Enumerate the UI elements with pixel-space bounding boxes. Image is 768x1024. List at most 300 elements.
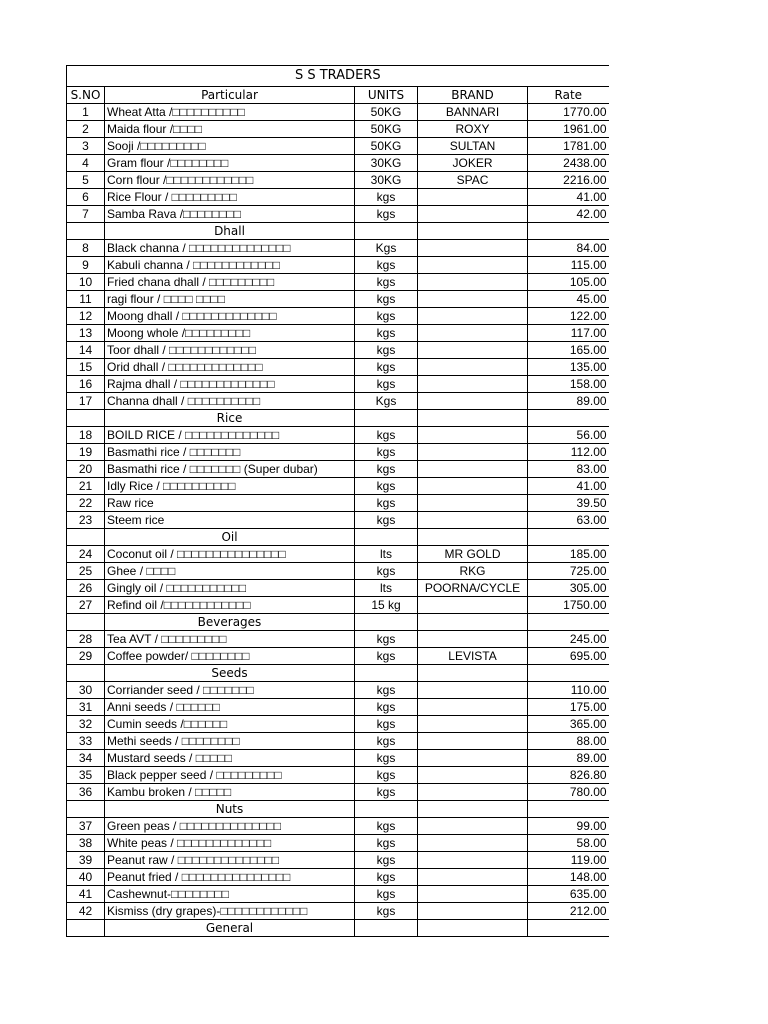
table-row — [67, 121, 609, 138]
cell-brand — [418, 342, 528, 359]
header-sno: S.NO — [67, 87, 105, 104]
cell-particular: Cashewnut-□□□□□□□□ — [105, 886, 355, 903]
cell-particular: Anni seeds / □□□□□□ — [105, 699, 355, 716]
section-sno-cell — [67, 920, 105, 937]
cell-particular: Raw rice — [105, 495, 355, 512]
cell-brand — [418, 427, 528, 444]
cell-particular: Black pepper seed / □□□□□□□□□ — [105, 767, 355, 784]
cell-brand: MR GOLD — [418, 546, 528, 563]
cell-units: lts — [355, 546, 418, 563]
section-label: General — [105, 920, 355, 937]
cell-rate: 780.00 — [528, 784, 609, 801]
cell-particular: Moong whole /□□□□□□□□□ — [105, 325, 355, 342]
cell-brand — [418, 274, 528, 291]
cell-rate: 165.00 — [528, 342, 609, 359]
section-row — [67, 410, 609, 427]
table-row — [67, 546, 609, 563]
cell-particular: Mustard seeds / □□□□□ — [105, 750, 355, 767]
cell-units: kgs — [355, 784, 418, 801]
cell-particular: Fried chana dhall / □□□□□□□□□ — [105, 274, 355, 291]
cell-rate: 245.00 — [528, 631, 609, 648]
table-row — [67, 733, 609, 750]
cell-rate: 305.00 — [528, 580, 609, 597]
cell-sno: 29 — [67, 648, 105, 665]
cell-brand — [418, 597, 528, 614]
cell-sno: 41 — [67, 886, 105, 903]
cell-sno: 11 — [67, 291, 105, 308]
cell-units: kgs — [355, 359, 418, 376]
cell-sno: 6 — [67, 189, 105, 206]
cell-particular: Green peas / □□□□□□□□□□□□□□ — [105, 818, 355, 835]
cell-sno: 40 — [67, 869, 105, 886]
cell-brand — [418, 869, 528, 886]
cell-sno: 36 — [67, 784, 105, 801]
cell-brand: JOKER — [418, 155, 528, 172]
section-brand-cell — [418, 223, 528, 240]
section-units-cell — [355, 529, 418, 546]
section-units-cell — [355, 665, 418, 682]
table-row — [67, 835, 609, 852]
cell-particular: Coffee powder/ □□□□□□□□ — [105, 648, 355, 665]
cell-particular: Corn flour /□□□□□□□□□□□□ — [105, 172, 355, 189]
section-units-cell — [355, 614, 418, 631]
cell-units: kgs — [355, 257, 418, 274]
cell-sno: 7 — [67, 206, 105, 223]
cell-particular: Peanut fried / □□□□□□□□□□□□□□□ — [105, 869, 355, 886]
cell-sno: 39 — [67, 852, 105, 869]
cell-rate: 63.00 — [528, 512, 609, 529]
section-row — [67, 665, 609, 682]
cell-rate: 158.00 — [528, 376, 609, 393]
cell-brand: POORNA/CYCLE — [418, 580, 528, 597]
cell-brand — [418, 325, 528, 342]
cell-sno: 13 — [67, 325, 105, 342]
cell-units: 50KG — [355, 104, 418, 121]
cell-sno: 2 — [67, 121, 105, 138]
cell-brand — [418, 631, 528, 648]
cell-units: kgs — [355, 852, 418, 869]
cell-rate: 41.00 — [528, 478, 609, 495]
table-row — [67, 359, 609, 376]
cell-units: kgs — [355, 427, 418, 444]
cell-rate: 175.00 — [528, 699, 609, 716]
cell-sno: 12 — [67, 308, 105, 325]
cell-brand — [418, 886, 528, 903]
cell-particular: Idly Rice / □□□□□□□□□□ — [105, 478, 355, 495]
cell-rate: 56.00 — [528, 427, 609, 444]
cell-rate: 1781.00 — [528, 138, 609, 155]
cell-particular: Maida flour /□□□□ — [105, 121, 355, 138]
cell-particular: Samba Rava /□□□□□□□□ — [105, 206, 355, 223]
table-row — [67, 393, 609, 410]
cell-sno: 17 — [67, 393, 105, 410]
cell-sno: 1 — [67, 104, 105, 121]
cell-units: lts — [355, 580, 418, 597]
cell-brand — [418, 495, 528, 512]
cell-units: kgs — [355, 376, 418, 393]
cell-sno: 4 — [67, 155, 105, 172]
table-row — [67, 631, 609, 648]
cell-brand — [418, 903, 528, 920]
cell-rate: 39.50 — [528, 495, 609, 512]
cell-brand — [418, 189, 528, 206]
section-row — [67, 614, 609, 631]
section-label: Dhall — [105, 223, 355, 240]
cell-sno: 27 — [67, 597, 105, 614]
cell-brand — [418, 512, 528, 529]
table-row — [67, 138, 609, 155]
section-label: Rice — [105, 410, 355, 427]
cell-rate: 42.00 — [528, 206, 609, 223]
section-sno-cell — [67, 529, 105, 546]
cell-brand — [418, 461, 528, 478]
header-units: UNITS — [355, 87, 418, 104]
cell-units: 30KG — [355, 155, 418, 172]
cell-rate: 185.00 — [528, 546, 609, 563]
cell-brand: LEVISTA — [418, 648, 528, 665]
cell-units: kgs — [355, 682, 418, 699]
cell-units: kgs — [355, 495, 418, 512]
cell-sno: 35 — [67, 767, 105, 784]
table-row — [67, 767, 609, 784]
table-row — [67, 291, 609, 308]
cell-sno: 5 — [67, 172, 105, 189]
cell-units: kgs — [355, 733, 418, 750]
cell-rate: 725.00 — [528, 563, 609, 580]
table-row — [67, 274, 609, 291]
cell-particular: White peas / □□□□□□□□□□□□□ — [105, 835, 355, 852]
cell-sno: 3 — [67, 138, 105, 155]
table-row — [67, 699, 609, 716]
cell-rate: 45.00 — [528, 291, 609, 308]
table-row — [67, 580, 609, 597]
cell-rate: 89.00 — [528, 393, 609, 410]
price-list-sheet — [66, 65, 608, 937]
section-label: Oil — [105, 529, 355, 546]
table-row — [67, 495, 609, 512]
table-row — [67, 342, 609, 359]
cell-units: kgs — [355, 325, 418, 342]
cell-units: kgs — [355, 478, 418, 495]
header-brand: BRAND — [418, 87, 528, 104]
cell-units: kgs — [355, 563, 418, 580]
cell-rate: 84.00 — [528, 240, 609, 257]
cell-sno: 32 — [67, 716, 105, 733]
cell-units: kgs — [355, 903, 418, 920]
table-row — [67, 818, 609, 835]
cell-particular: Methi seeds / □□□□□□□□ — [105, 733, 355, 750]
cell-particular: BOILD RICE / □□□□□□□□□□□□□ — [105, 427, 355, 444]
cell-rate: 635.00 — [528, 886, 609, 903]
cell-units: kgs — [355, 461, 418, 478]
cell-particular: Refind oil /□□□□□□□□□□□□ — [105, 597, 355, 614]
cell-brand: BANNARI — [418, 104, 528, 121]
header-row — [67, 87, 609, 104]
table-row — [67, 325, 609, 342]
section-brand-cell — [418, 410, 528, 427]
cell-brand: ROXY — [418, 121, 528, 138]
cell-brand — [418, 240, 528, 257]
cell-rate: 148.00 — [528, 869, 609, 886]
cell-sno: 14 — [67, 342, 105, 359]
cell-particular: Rajma dhall / □□□□□□□□□□□□□ — [105, 376, 355, 393]
table-row — [67, 648, 609, 665]
cell-rate: 117.00 — [528, 325, 609, 342]
cell-units: kgs — [355, 767, 418, 784]
table-row — [67, 750, 609, 767]
section-sno-cell — [67, 614, 105, 631]
cell-particular: Black channa / □□□□□□□□□□□□□□ — [105, 240, 355, 257]
cell-rate: 89.00 — [528, 750, 609, 767]
section-label: Beverages — [105, 614, 355, 631]
cell-units: 15 kg — [355, 597, 418, 614]
cell-sno: 22 — [67, 495, 105, 512]
table-row — [67, 189, 609, 206]
table-row — [67, 563, 609, 580]
cell-sno: 30 — [67, 682, 105, 699]
cell-brand — [418, 716, 528, 733]
section-sno-cell — [67, 223, 105, 240]
cell-brand: RKG — [418, 563, 528, 580]
table-row — [67, 886, 609, 903]
section-rate-cell — [528, 614, 609, 631]
cell-brand — [418, 750, 528, 767]
cell-units: kgs — [355, 818, 418, 835]
cell-units: Kgs — [355, 393, 418, 410]
table-row — [67, 461, 609, 478]
header-rate: Rate — [528, 87, 609, 104]
section-units-cell — [355, 223, 418, 240]
cell-brand — [418, 359, 528, 376]
cell-rate: 105.00 — [528, 274, 609, 291]
cell-sno: 15 — [67, 359, 105, 376]
section-rate-cell — [528, 410, 609, 427]
cell-units: kgs — [355, 291, 418, 308]
cell-units: kgs — [355, 869, 418, 886]
cell-rate: 135.00 — [528, 359, 609, 376]
cell-sno: 9 — [67, 257, 105, 274]
section-brand-cell — [418, 920, 528, 937]
cell-units: kgs — [355, 750, 418, 767]
section-brand-cell — [418, 614, 528, 631]
section-brand-cell — [418, 529, 528, 546]
section-units-cell — [355, 920, 418, 937]
cell-particular: Toor dhall / □□□□□□□□□□□□ — [105, 342, 355, 359]
cell-particular: Steem rice — [105, 512, 355, 529]
cell-sno: 26 — [67, 580, 105, 597]
section-rate-cell — [528, 223, 609, 240]
cell-particular: Kabuli channa / □□□□□□□□□□□□ — [105, 257, 355, 274]
table-row — [67, 903, 609, 920]
cell-rate: 88.00 — [528, 733, 609, 750]
cell-brand — [418, 444, 528, 461]
cell-units: kgs — [355, 444, 418, 461]
section-row — [67, 529, 609, 546]
cell-units: kgs — [355, 189, 418, 206]
cell-units: kgs — [355, 699, 418, 716]
cell-brand — [418, 733, 528, 750]
table-row — [67, 427, 609, 444]
cell-units: kgs — [355, 308, 418, 325]
section-rate-cell — [528, 801, 609, 818]
cell-particular: Channa dhall / □□□□□□□□□□ — [105, 393, 355, 410]
cell-brand — [418, 699, 528, 716]
cell-units: 30KG — [355, 172, 418, 189]
cell-particular: Kambu broken / □□□□□ — [105, 784, 355, 801]
cell-sno: 34 — [67, 750, 105, 767]
cell-units: kgs — [355, 716, 418, 733]
cell-sno: 16 — [67, 376, 105, 393]
table-row — [67, 257, 609, 274]
cell-brand — [418, 291, 528, 308]
cell-sno: 28 — [67, 631, 105, 648]
cell-particular: Cumin seeds /□□□□□□ — [105, 716, 355, 733]
cell-units: 50KG — [355, 121, 418, 138]
cell-rate: 695.00 — [528, 648, 609, 665]
cell-units: kgs — [355, 886, 418, 903]
cell-brand — [418, 257, 528, 274]
cell-particular: Orid dhall / □□□□□□□□□□□□□ — [105, 359, 355, 376]
table-row — [67, 155, 609, 172]
table-row — [67, 512, 609, 529]
cell-sno: 31 — [67, 699, 105, 716]
cell-particular: Rice Flour / □□□□□□□□□ — [105, 189, 355, 206]
section-rate-cell — [528, 665, 609, 682]
cell-brand — [418, 308, 528, 325]
cell-sno: 21 — [67, 478, 105, 495]
cell-particular: Wheat Atta /□□□□□□□□□□ — [105, 104, 355, 121]
cell-particular: Corriander seed / □□□□□□□ — [105, 682, 355, 699]
cell-units: kgs — [355, 512, 418, 529]
cell-brand — [418, 784, 528, 801]
cell-sno: 33 — [67, 733, 105, 750]
cell-particular: Peanut raw / □□□□□□□□□□□□□□ — [105, 852, 355, 869]
cell-rate: 122.00 — [528, 308, 609, 325]
cell-sno: 23 — [67, 512, 105, 529]
cell-particular: Tea AVT / □□□□□□□□□ — [105, 631, 355, 648]
table-row — [67, 784, 609, 801]
section-sno-cell — [67, 410, 105, 427]
table-row — [67, 716, 609, 733]
cell-rate: 115.00 — [528, 257, 609, 274]
section-sno-cell — [67, 801, 105, 818]
cell-rate: 2216.00 — [528, 172, 609, 189]
table-row — [67, 376, 609, 393]
cell-sno: 38 — [67, 835, 105, 852]
cell-rate: 112.00 — [528, 444, 609, 461]
section-row — [67, 920, 609, 937]
cell-particular: Kismiss (dry grapes)-□□□□□□□□□□□□ — [105, 903, 355, 920]
cell-particular: ragi flour / □□□□ □□□□ — [105, 291, 355, 308]
table-row — [67, 240, 609, 257]
cell-brand: SULTAN — [418, 138, 528, 155]
section-sno-cell — [67, 665, 105, 682]
cell-rate: 110.00 — [528, 682, 609, 699]
cell-particular: Sooji /□□□□□□□□□ — [105, 138, 355, 155]
cell-rate: 41.00 — [528, 189, 609, 206]
cell-rate: 1961.00 — [528, 121, 609, 138]
cell-units: kgs — [355, 835, 418, 852]
cell-rate: 83.00 — [528, 461, 609, 478]
cell-brand — [418, 478, 528, 495]
table-row — [67, 444, 609, 461]
table-row — [67, 597, 609, 614]
cell-rate: 1770.00 — [528, 104, 609, 121]
cell-rate: 119.00 — [528, 852, 609, 869]
header-particular: Particular — [105, 87, 355, 104]
cell-units: Kgs — [355, 240, 418, 257]
cell-particular: Basmathi rice / □□□□□□□ — [105, 444, 355, 461]
cell-particular: Coconut oil / □□□□□□□□□□□□□□□ — [105, 546, 355, 563]
cell-rate: 365.00 — [528, 716, 609, 733]
cell-rate: 826.80 — [528, 767, 609, 784]
section-brand-cell — [418, 665, 528, 682]
title-row — [67, 66, 609, 87]
cell-brand — [418, 852, 528, 869]
cell-brand: SPAC — [418, 172, 528, 189]
cell-brand — [418, 206, 528, 223]
section-rate-cell — [528, 529, 609, 546]
cell-sno: 24 — [67, 546, 105, 563]
section-label: Seeds — [105, 665, 355, 682]
cell-sno: 18 — [67, 427, 105, 444]
cell-particular: Ghee / □□□□ — [105, 563, 355, 580]
cell-sno: 25 — [67, 563, 105, 580]
section-label: Nuts — [105, 801, 355, 818]
cell-units: kgs — [355, 206, 418, 223]
section-row — [67, 223, 609, 240]
table-row — [67, 852, 609, 869]
table-row — [67, 308, 609, 325]
cell-units: kgs — [355, 274, 418, 291]
table-row — [67, 104, 609, 121]
cell-rate: 58.00 — [528, 835, 609, 852]
cell-brand — [418, 376, 528, 393]
cell-rate: 99.00 — [528, 818, 609, 835]
cell-particular: Moong dhall / □□□□□□□□□□□□□ — [105, 308, 355, 325]
cell-brand — [418, 393, 528, 410]
cell-rate: 1750.00 — [528, 597, 609, 614]
table-row — [67, 206, 609, 223]
table-row — [67, 172, 609, 189]
table-row — [67, 869, 609, 886]
cell-units: kgs — [355, 342, 418, 359]
cell-sno: 37 — [67, 818, 105, 835]
cell-particular: Gingly oil / □□□□□□□□□□□ — [105, 580, 355, 597]
cell-brand — [418, 818, 528, 835]
cell-rate: 212.00 — [528, 903, 609, 920]
cell-rate: 2438.00 — [528, 155, 609, 172]
section-brand-cell — [418, 801, 528, 818]
section-rate-cell — [528, 920, 609, 937]
cell-particular: Basmathi rice / □□□□□□□ (Super dubar) — [105, 461, 355, 478]
table-row — [67, 682, 609, 699]
cell-particular: Gram flour /□□□□□□□□ — [105, 155, 355, 172]
section-row — [67, 801, 609, 818]
cell-sno: 10 — [67, 274, 105, 291]
cell-units: 50KG — [355, 138, 418, 155]
cell-sno: 8 — [67, 240, 105, 257]
cell-sno: 42 — [67, 903, 105, 920]
cell-units: kgs — [355, 631, 418, 648]
cell-brand — [418, 835, 528, 852]
price-table — [66, 65, 609, 937]
page-title: S S TRADERS — [67, 66, 609, 87]
cell-sno: 19 — [67, 444, 105, 461]
cell-sno: 20 — [67, 461, 105, 478]
section-units-cell — [355, 410, 418, 427]
cell-units: kgs — [355, 648, 418, 665]
